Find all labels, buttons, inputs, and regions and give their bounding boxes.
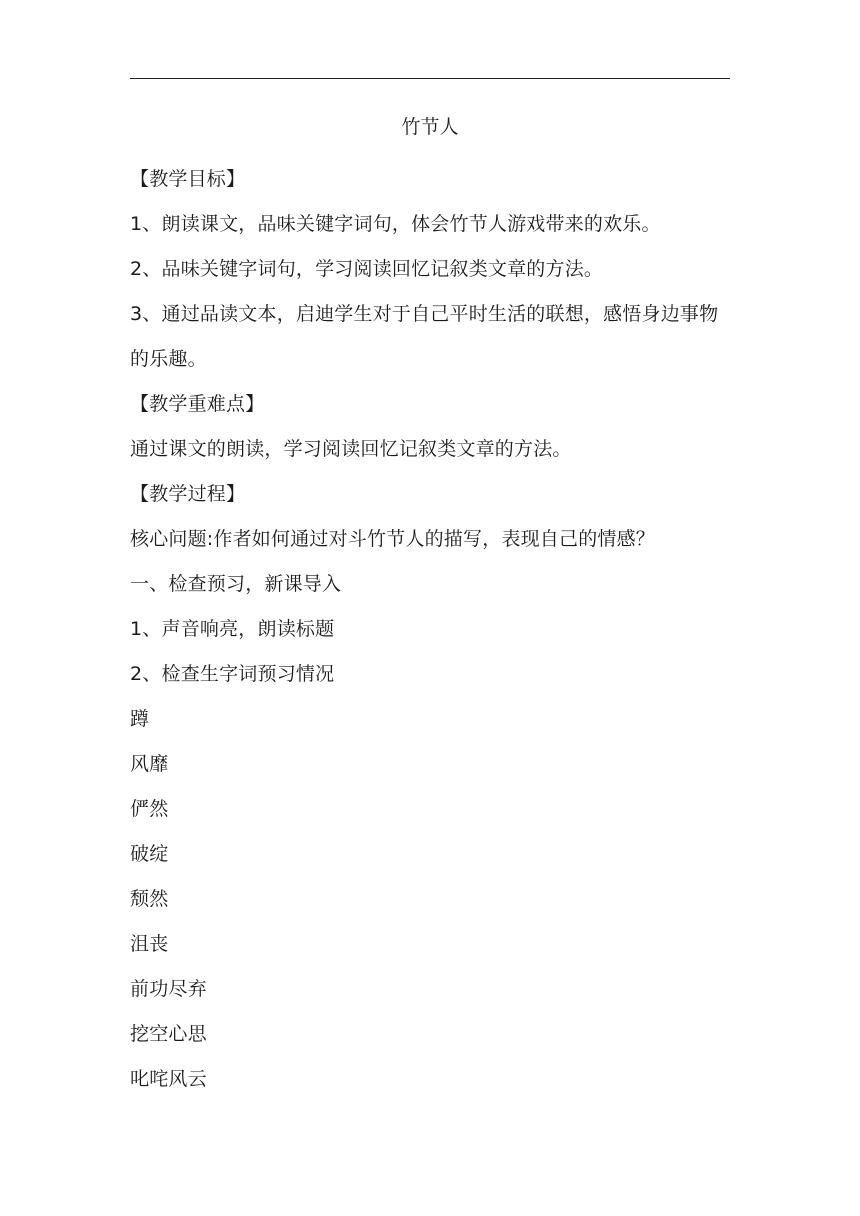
vocab-word: 蹲	[130, 708, 150, 730]
header-rule	[130, 78, 730, 79]
vocab-word: 破绽	[130, 843, 169, 865]
vocab-word: 沮丧	[130, 933, 169, 955]
vocab-word: 叱咤风云	[130, 1068, 207, 1090]
document-body	[130, 157, 734, 1102]
step-heading-1: 一、检查预习，新课导入	[130, 573, 342, 595]
section-heading-key-points: 【教学重难点】	[130, 393, 265, 415]
vocab-word: 挖空心思	[130, 1023, 207, 1045]
vocab-word: 俨然	[130, 798, 169, 820]
core-question: 核心问题:作者如何通过对斗竹节人的描写，表现自己的情感？	[130, 528, 656, 550]
vocab-word: 颓然	[130, 888, 169, 910]
document-title: 竹节人	[401, 116, 459, 138]
step-item-2: 2、检查生字词预习情况	[130, 663, 335, 685]
section-heading-process: 【教学过程】	[130, 483, 246, 505]
step-item-1: 1、声音响亮，朗读标题	[130, 618, 335, 640]
objective-item-3: 3、通过品读文本，启迪学生对于自己平时生活的联想，感悟身边事物的乐趣。	[130, 303, 719, 370]
objective-item-1: 1、朗读课文，品味关键字词句，体会竹节人游戏带来的欢乐。	[130, 213, 661, 235]
vocab-word: 风靡	[130, 753, 169, 775]
section-heading-objectives: 【教学目标】	[130, 168, 246, 190]
objective-item-2: 2、品味关键字词句，学习阅读回忆记叙类文章的方法。	[130, 258, 604, 280]
vocab-word: 前功尽弃	[130, 978, 207, 1000]
key-points-text: 通过课文的朗读，学习阅读回忆记叙类文章的方法。	[130, 438, 572, 460]
